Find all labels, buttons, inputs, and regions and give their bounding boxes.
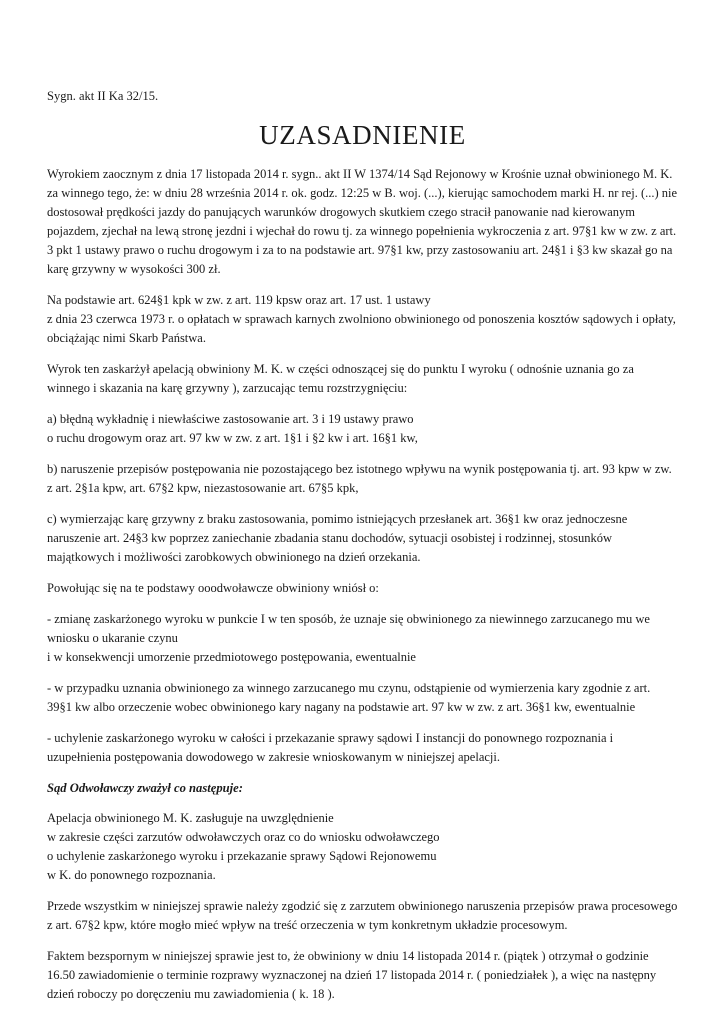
paragraph-appeal: Wyrok ten zaskarżył apelacją obwiniony M. K. w części odnoszącej się do punktu I wyroku ( odnośnie uznania go za winnego i skazania na karę grzywny ), zarzucając temu rozstrzygnięciu: <box>47 361 634 395</box>
paragraph-motion-2: - w przypadku uznania obwinionego za winnego zarzucanego mu czynu, odstąpienie od wymierzenia kary zgodnie z art. 39§1 kw albo orzeczenie wobec obwinionego kary nagany na podstawie art. 97 kw w zw. z art. 36§1 kw, ewentualnie <box>47 680 651 714</box>
case-number: Sygn. akt II Ka 32/15. <box>47 89 159 103</box>
paragraph-motion-1: - zmianę zaskarżonego wyroku w punkcie I w ten sposób, że uznaje się obwinionego za niewinnego zarzucanego mu we wniosku o ukaranie czynu i w konsekwencji umorzenie przedmiotowego postępowania, ewentualnie <box>47 611 650 664</box>
paragraph-court-2: Przede wszystkim w niniejszej sprawie należy zgodzić się z zarzutem obwinionego naruszenia przepisów prawa procesowego z art. 67§2 kpw, które mogło mieć wpływ na treść orzeczenia w tym konkretnym układzie procesowym. <box>47 899 678 933</box>
paragraph-motion-3: - uchylenie zaskarżonego wyroku w całości i przekazanie sprawy sądowi I instancji do ponownego rozpoznania i uzupełnienia postępowania dowodowego w zakresie wnioskowanym w niniejszej apelacji. <box>47 730 614 764</box>
section-heading-court: Sąd Odwoławczy zważył co następuje: <box>47 780 243 795</box>
paragraph-motions-intro: Powołując się na te podstawy ooodwoławcze obwiniony wniósł o: <box>47 580 379 595</box>
paragraph-costs: Na podstawie art. 624§1 kpk w zw. z art. 119 kpsw oraz art. 17 ust. 1 ustawy z dnia 23 czerwca 1973 r. o opłatach w sprawach karnych zwolniono obwinionego od ponoszenia kosztów sądowych i opłaty, obciążając nimi Skarb Państwa. <box>47 292 676 345</box>
paragraph-point-a: a) błędną wykładnię i niewłaściwe zastosowanie art. 3 i 19 ustawy prawo o ruchu drogowym oraz art. 97 kw w zw. z art. 1§1 i §2 kw i art. 16§1 kw, <box>47 411 418 445</box>
paragraph-court-3: Faktem bezspornym w niniejszej sprawie jest to, że obwiniony w dniu 14 listopada 2014 r. (piątek ) otrzymał o godzinie 16.50 zawiadomienie o terminie rozprawy wyznaczonej na dzień 17 listopada 2014 r. ( poniedziałek ), a więc na następny dzień roboczy po doręczeniu mu zawiadomienia ( k. 18 ). <box>47 949 657 1002</box>
paragraph-point-b: b) naruszenie przepisów postępowania nie pozostającego bez istotnego wpływu na wynik postępowania tj. art. 93 kpw w zw. z art. 2§1a kpw, art. 67§2 kpw, niezastosowanie art. 67§5 kpk, <box>47 461 672 495</box>
paragraph-intro: Wyrokiem zaocznym z dnia 17 listopada 2014 r. sygn.. akt II W 1374/14 Sąd Rejonowy w Krośnie uznał obwinionego M. K. za winnego tego, że: w dniu 28 września 2014 r. ok. godz. 12:25 w B. woj. (...), kierując samochodem marki H. nr rej. (...) nie dostosował prędkości jazdy do panujących warunków drogowych skutkiem czego stracił panowanie nad kierowanym pojazdem, zjechał na lewą stronę jezdni i wjechał do rowu tj. za winnego popełnienia wykroczenia z art. 97§1 kw w zw. z art. 3 pkt 1 ustawy prawo o ruchu drogowym i za to na podstawie art. 97§1 kw, przy zastosowaniu art. 24§1 i §3 kw skazał go na karę grzywny w wysokości 300 zł. <box>47 166 678 276</box>
paragraph-court-1: Apelacja obwinionego M. K. zasługuje na uwzględnienie w zakresie części zarzutów odwoławczych oraz co do wniosku odwoławczego o uchylenie zaskarżonego wyroku i przekazanie sprawy Sądowi Rejonowemu w K. do ponownego rozpoznania. <box>47 811 440 883</box>
paragraph-point-c: c) wymierzając karę grzywny z braku zastosowania, pomimo istniejących przesłanek art. 36§1 kw oraz jednoczesne naruszenie art. 24§3 kw poprzez zaniechanie zbadania stanu dochodów, sytuacji osobistej i rodzinnej, stosunków majątkowych i możliwości zarobkowych obwinionego na dzień orzekania. <box>47 511 628 564</box>
page-title: UZASADNIENIE <box>259 119 466 150</box>
